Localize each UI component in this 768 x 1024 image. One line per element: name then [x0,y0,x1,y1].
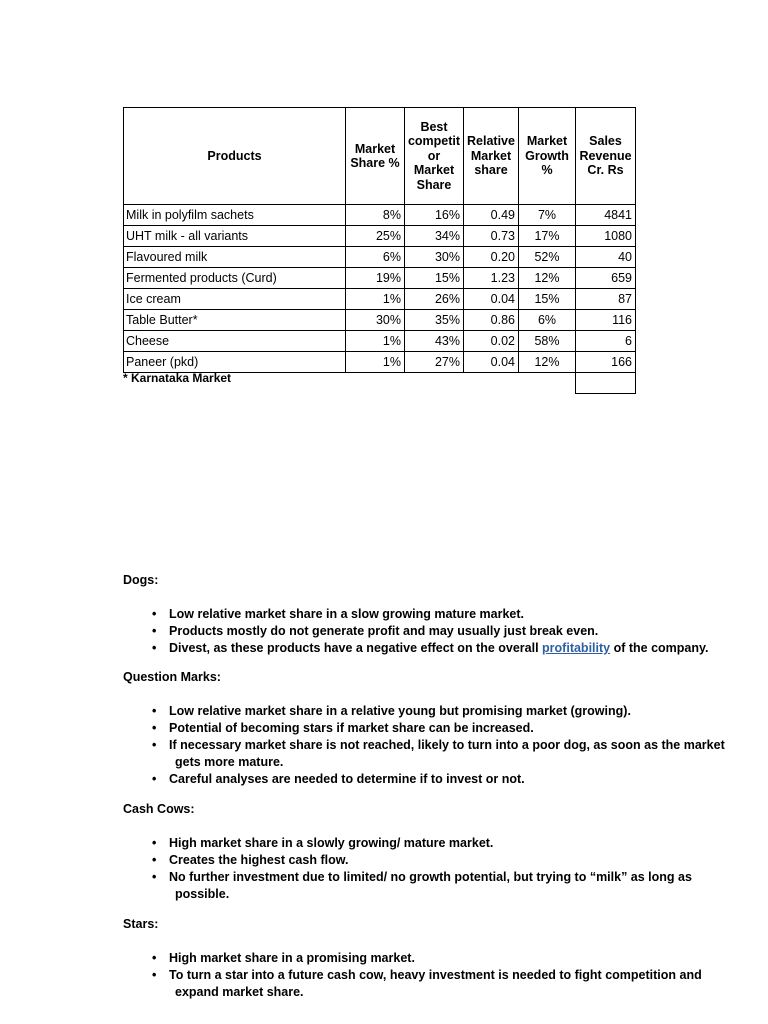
product-name-cell: Cheese [124,331,346,352]
list-item [169,967,702,1001]
section-cash-cows [123,802,692,903]
list-item [169,640,709,657]
product-name-cell: UHT milk - all variants [124,226,346,247]
header-market-share: Market Share % [346,108,405,205]
profitability-link[interactable]: profitability [542,641,611,655]
section-question-marks [123,670,725,788]
market-growth-cell: 12% [519,352,576,373]
sales-revenue-cell: 6 [576,331,636,352]
header-products: Products [124,108,346,205]
qm-bullet-1: Low relative market share in a relative young but promising market (growing). [169,704,631,718]
market-share-cell: 1% [346,331,405,352]
header-sales-revenue: Sales Revenue Cr. Rs [576,108,636,205]
best-competitor-share-cell: 34% [405,226,464,247]
relative-market-share-cell: 0.04 [464,289,519,310]
market-share-cell: 19% [346,268,405,289]
qm-bullet-2: Potential of becoming stars if market share can be increased. [169,721,534,735]
list-item [169,852,692,869]
list-item [169,703,725,720]
market-share-cell: 8% [346,205,405,226]
cash-cows-heading: Cash Cows: [123,802,195,816]
dogs-list [123,606,709,657]
cc-bullet-1: High market share in a slowly growing/ mature market. [169,836,494,850]
bcg-data-table-wrapper [123,107,636,394]
sales-revenue-cell: 40 [576,247,636,268]
sales-revenue-cell: 166 [576,352,636,373]
market-growth-cell: 6% [519,310,576,331]
market-share-cell: 1% [346,289,405,310]
market-growth-cell: 15% [519,289,576,310]
table-row [124,331,636,352]
cash-cows-list [123,835,692,903]
list-item [169,737,725,771]
relative-market-share-cell: 0.49 [464,205,519,226]
dogs-heading: Dogs: [123,573,159,587]
relative-market-share-cell: 0.04 [464,352,519,373]
dogs-bullet-3-start: Divest, as these products have a negative effect on the overall [169,641,543,655]
stars-list [123,950,702,1001]
product-name-cell: Ice cream [124,289,346,310]
product-name-cell: Fermented products (Curd) [124,268,346,289]
qm-bullet-4: Careful analyses are needed to determine if to invest or not. [169,772,525,786]
sales-revenue-cell: 4841 [576,205,636,226]
footer-empty-box [576,373,636,394]
relative-market-share-cell: 0.20 [464,247,519,268]
best-competitor-share-cell: 15% [405,268,464,289]
list-item [169,869,692,903]
table-row [124,310,636,331]
best-competitor-share-cell: 30% [405,247,464,268]
sales-revenue-cell: 1080 [576,226,636,247]
stars-bullet-2: To turn a star into a future cash cow, heavy investment is needed to fight competition and [169,968,702,982]
bcg-data-table [123,107,636,394]
market-share-cell: 30% [346,310,405,331]
table-row [124,247,636,268]
dogs-bullet-1: Low relative market share in a slow growing mature market. [169,607,524,621]
qm-bullet-3: If necessary market share is not reached, likely to turn into a poor dog, as soon as the market [169,738,725,752]
header-best-competitor: Best competit or Market Share [405,108,464,205]
list-item [169,720,725,737]
list-item [169,771,725,788]
market-growth-cell: 7% [519,205,576,226]
header-relative-share: Relative Market share [464,108,519,205]
section-dogs [123,573,709,657]
market-growth-cell: 17% [519,226,576,247]
table-row [124,268,636,289]
market-growth-cell: 58% [519,331,576,352]
product-name-cell: Milk in polyfilm sachets [124,205,346,226]
market-share-cell: 25% [346,226,405,247]
question-marks-list [123,703,725,788]
cc-bullet-3: No further investment due to limited/ no growth potential, but trying to “milk” as long as [169,870,692,884]
best-competitor-share-cell: 43% [405,331,464,352]
product-name-cell: Table Butter* [124,310,346,331]
sales-revenue-cell: 116 [576,310,636,331]
market-share-cell: 6% [346,247,405,268]
dogs-bullet-3-end: of the company. [610,641,709,655]
best-competitor-share-cell: 16% [405,205,464,226]
market-share-cell: 1% [346,352,405,373]
relative-market-share-cell: 1.23 [464,268,519,289]
dogs-bullet-2: Products mostly do not generate profit and may usually just break even. [169,624,599,638]
sales-revenue-cell: 87 [576,289,636,310]
market-growth-cell: 52% [519,247,576,268]
table-header-row [124,108,636,205]
list-item [169,835,692,852]
section-stars [123,917,702,1001]
product-name-cell: Flavoured milk [124,247,346,268]
stars-heading: Stars: [123,917,159,931]
market-growth-cell: 12% [519,268,576,289]
relative-market-share-cell: 0.73 [464,226,519,247]
best-competitor-share-cell: 27% [405,352,464,373]
table-footnote: * Karnataka Market [123,371,232,385]
best-competitor-share-cell: 35% [405,310,464,331]
list-item [169,950,702,967]
table-row [124,352,636,373]
header-market-growth: Market Growth % [519,108,576,205]
product-name-cell: Paneer (pkd) [124,352,346,373]
list-item [169,606,709,623]
cc-bullet-3-wrap: possible. [175,887,230,901]
qm-bullet-3-wrap: gets more mature. [175,755,284,769]
stars-bullet-2-wrap: expand market share. [175,985,304,999]
table-body [124,205,636,373]
question-marks-heading: Question Marks: [123,670,221,684]
stars-bullet-1: High market share in a promising market. [169,951,415,965]
relative-market-share-cell: 0.02 [464,331,519,352]
table-row [124,205,636,226]
best-competitor-share-cell: 26% [405,289,464,310]
cc-bullet-2: Creates the highest cash flow. [169,853,349,867]
sales-revenue-cell: 659 [576,268,636,289]
relative-market-share-cell: 0.86 [464,310,519,331]
table-row [124,289,636,310]
list-item [169,623,709,640]
table-row [124,226,636,247]
